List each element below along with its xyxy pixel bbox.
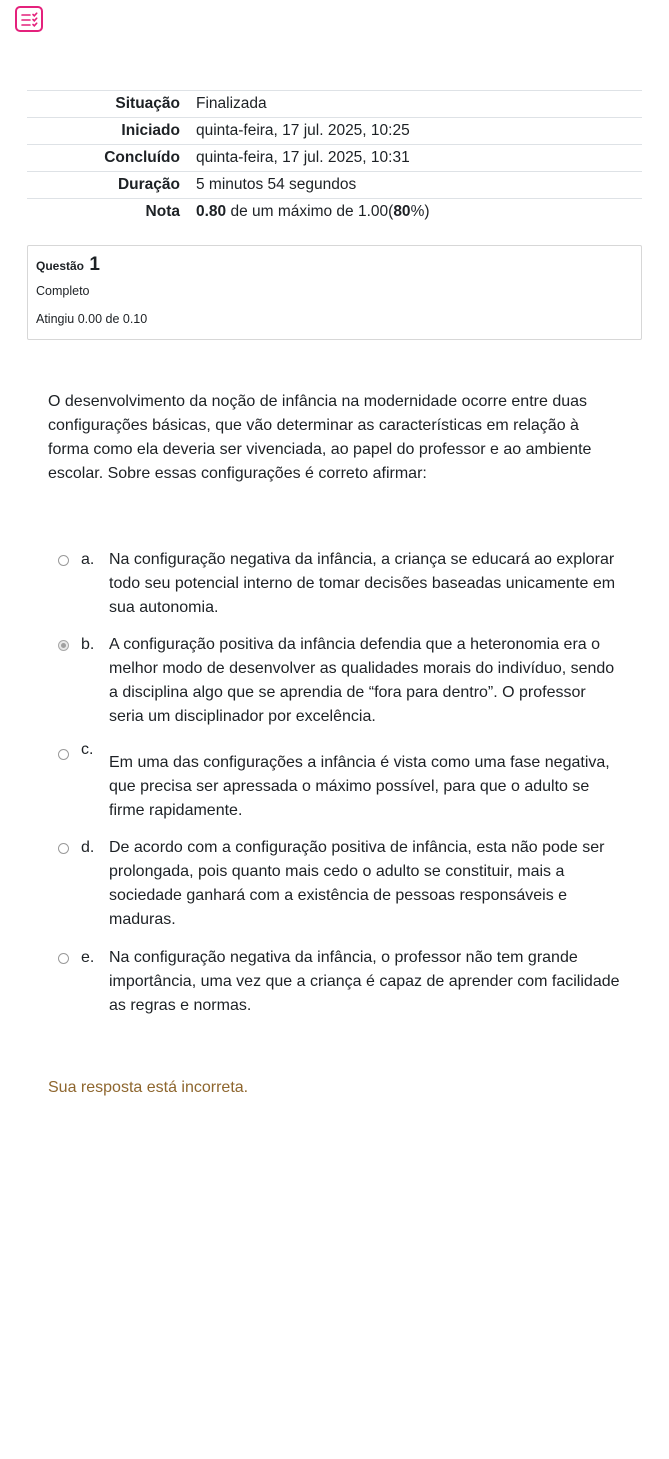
option-text: De acordo com a configuração positiva de infância, esta não pode ser prolongada, pois quanto mais cedo o adulto se constituir, mais a sociedade ganhará com a existência de pessoas responsáveis e maduras.	[109, 839, 605, 928]
score: 0.80	[196, 203, 227, 220]
radio-e[interactable]	[58, 953, 69, 964]
radio-a[interactable]	[58, 555, 69, 566]
option-letter: e.	[81, 949, 95, 966]
summary-row-duracao	[27, 171, 642, 198]
summary-value: 5 minutos 54 segundos	[196, 176, 357, 193]
summary-value: quinta-feira, 17 jul. 2025, 10:25	[196, 122, 410, 139]
option-letter: c.	[81, 741, 94, 758]
question-state: Completo	[36, 284, 90, 298]
question-label: Questão	[36, 259, 85, 273]
option-letter: d.	[81, 839, 95, 856]
summary-key: Nota	[145, 203, 180, 220]
summary-value: quinta-feira, 17 jul. 2025, 10:31	[196, 149, 410, 166]
radio-b[interactable]	[58, 640, 69, 651]
score-end: %)	[410, 203, 430, 220]
quiz-list-icon	[15, 6, 43, 32]
question-number	[36, 254, 100, 276]
summary-key: Concluído	[104, 149, 180, 166]
radio-c[interactable]	[58, 749, 69, 760]
question-info-box	[27, 245, 642, 340]
summary-key: Situação	[115, 95, 180, 112]
question-text: O desenvolvimento da noção de infância na modernidade ocorre entre duas configurações básicas, que vão determinar as características em relação à forma como ela deveria ser vivenciada, ao papel do professor e ao ambiente escolar. Sobre essas configurações é correto afirmar:	[48, 393, 592, 482]
summary-value: Finalizada	[196, 95, 267, 112]
summary-row-nota	[27, 198, 642, 225]
question-number-value: 1	[89, 254, 100, 275]
summary-key: Duração	[117, 176, 180, 193]
question-grade: Atingiu 0.00 de 0.10	[36, 312, 148, 326]
radio-d[interactable]	[58, 843, 69, 854]
score-percent: 80	[393, 203, 411, 220]
summary-value	[196, 203, 430, 221]
option-text: A configuração positiva da infância defendia que a heteronomia era o melhor modo de desenvolver as qualidades morais do indivíduo, sendo a disciplina algo que se aprendia de “fora para dentro”. O professor seria um disciplinador por excelência.	[109, 636, 615, 725]
score-middle: de um máximo de 1.00(	[226, 203, 394, 220]
option-letter: b.	[81, 636, 95, 653]
summary-row-concluido	[27, 144, 642, 171]
summary-key: Iniciado	[121, 122, 180, 139]
option-letter: a.	[81, 551, 95, 568]
summary-row-situacao	[27, 90, 642, 117]
option-text: Na configuração negativa da infância, o professor não tem grande importância, uma vez que a criança é capaz de aprender com facilidade as regras e normas.	[109, 949, 620, 1014]
option-text: Na configuração negativa da infância, a criança se educará ao explorar todo seu potencial interno de tomar decisões baseadas unicamente em sua autonomia.	[109, 551, 616, 616]
feedback-incorrect: Sua resposta está incorreta.	[48, 1079, 249, 1096]
attempt-summary-table	[27, 90, 642, 225]
option-text: Em uma das configurações a infância é vista como uma fase negativa, que precisa ser apressada o máximo possível, para que o adulto se firme rapidamente.	[109, 754, 610, 819]
summary-row-iniciado	[27, 117, 642, 144]
